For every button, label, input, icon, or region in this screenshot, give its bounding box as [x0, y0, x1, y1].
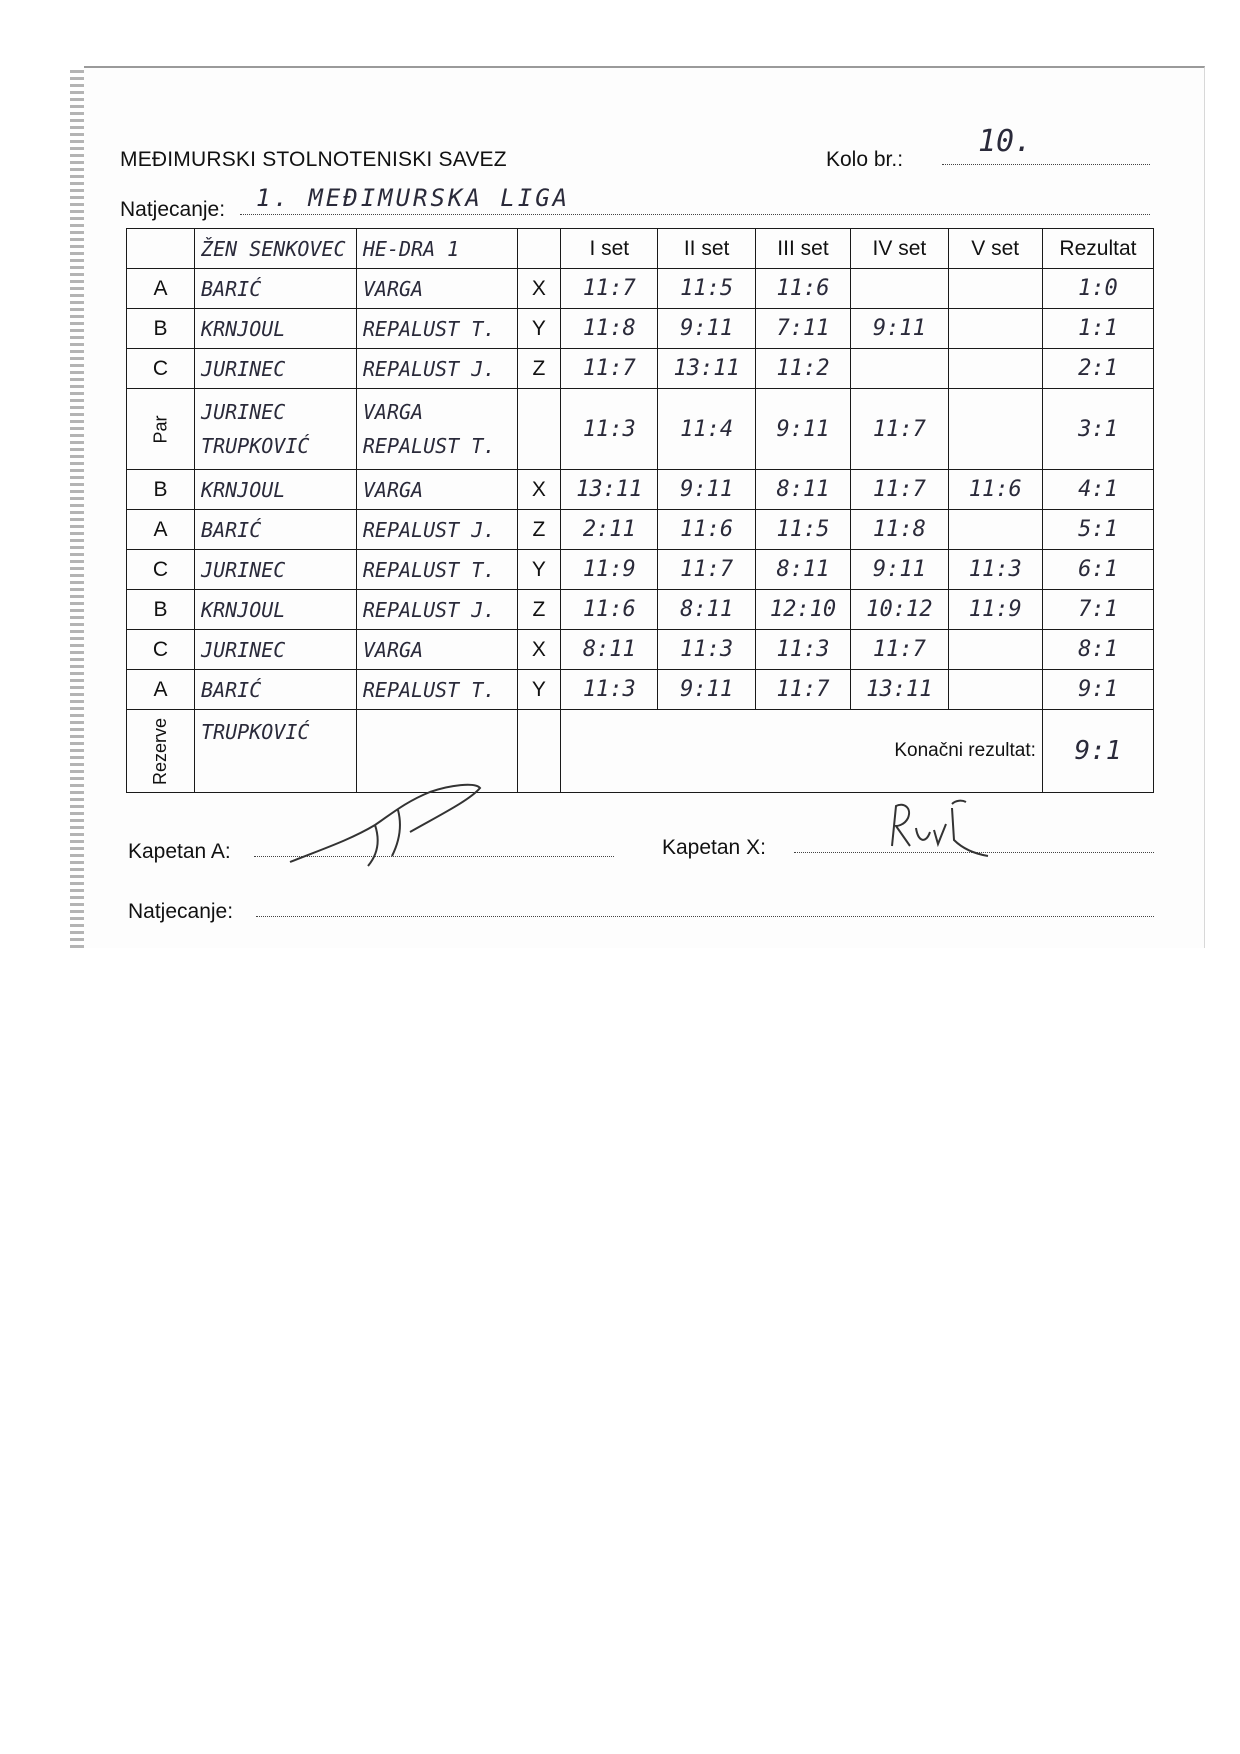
set-score: 11:7: [658, 550, 755, 590]
set-score: 12:10: [755, 590, 850, 630]
set-score: 11:3: [755, 630, 850, 670]
home-letter: A: [127, 510, 195, 550]
home-player: JURINEC: [195, 630, 357, 670]
competition-footer-line: [256, 916, 1154, 917]
competition-line: [240, 214, 1150, 215]
home-player: BARIĆ: [195, 510, 357, 550]
home-player: KRNJOUL: [195, 309, 357, 349]
set-score: 9:11: [755, 389, 850, 470]
away-letter: Y: [517, 670, 560, 710]
running-result: 3:1: [1042, 389, 1153, 470]
pair-home-player: JURINEC: [201, 400, 286, 424]
set-score: 11:4: [658, 389, 755, 470]
set-score: 11:9: [948, 590, 1042, 630]
set-score: 10:12: [851, 590, 948, 630]
competition-footer-label: Natjecanje:: [128, 900, 234, 923]
set-score: [948, 510, 1042, 550]
set-score: [948, 349, 1042, 389]
organization-title: MEĐIMURSKI STOLNOTENISKI SAVEZ: [120, 148, 507, 171]
set-score: 9:11: [851, 550, 948, 590]
table-row: [127, 309, 1154, 349]
away-letter: Y: [517, 309, 560, 349]
set-score: 7:11: [755, 309, 850, 349]
set-score: 13:11: [658, 349, 755, 389]
away-player: VARGA: [356, 470, 517, 510]
reserve-letter-cell: [517, 710, 560, 793]
table-row: [127, 630, 1154, 670]
away-letter: Z: [517, 349, 560, 389]
table-row: [127, 590, 1154, 630]
set-score: 11:3: [561, 670, 658, 710]
set-score: 9:11: [851, 309, 948, 349]
home-player: KRNJOUL: [195, 590, 357, 630]
home-letter: C: [127, 550, 195, 590]
set-score: 11:7: [851, 470, 948, 510]
pair-away-cell: [356, 389, 517, 470]
competition-value: 1. MEĐIMURSKA LIGA: [256, 184, 571, 212]
away-letter: Z: [517, 590, 560, 630]
set-score: 9:11: [658, 470, 755, 510]
table-row: [127, 550, 1154, 590]
pair-away-player: VARGA: [362, 400, 424, 424]
set-score: [948, 269, 1042, 309]
set-score: 11:7: [561, 349, 658, 389]
captain-x-signature: [880, 796, 1000, 860]
set-score: [948, 670, 1042, 710]
table-row: [127, 269, 1154, 309]
away-player: REPALUST J.: [356, 349, 517, 389]
set-score: 8:11: [658, 590, 755, 630]
set-score: 11:2: [755, 349, 850, 389]
pair-label-cell: [127, 389, 195, 470]
away-player: REPALUST T.: [356, 309, 517, 349]
set-score: 11:3: [561, 389, 658, 470]
away-player: REPALUST T.: [356, 550, 517, 590]
away-letter: Y: [517, 550, 560, 590]
competition-label: Natjecanje:: [120, 198, 226, 221]
set-score: 11:7: [755, 670, 850, 710]
set-score: [851, 349, 948, 389]
set-score: 11:7: [561, 269, 658, 309]
set-header: IV set: [851, 229, 948, 269]
result-header: Rezultat: [1042, 229, 1153, 269]
away-player: REPALUST J.: [356, 590, 517, 630]
team-home: ŽEN SENKOVEC: [195, 229, 357, 269]
home-letter: C: [127, 349, 195, 389]
captain-a-signature: [280, 770, 490, 870]
running-result: 7:1: [1042, 590, 1153, 630]
set-score: 8:11: [561, 630, 658, 670]
set-score: 11:6: [755, 269, 850, 309]
table-row: [127, 349, 1154, 389]
pair-label: Par: [150, 415, 171, 444]
letter-header-cell: [517, 229, 560, 269]
pair-home-player: TRUPKOVIĆ: [201, 434, 310, 458]
table-row: [127, 670, 1154, 710]
home-player: BARIĆ: [195, 269, 357, 309]
set-score: 11:8: [851, 510, 948, 550]
pair-home-cell: [195, 389, 357, 470]
set-score: [948, 389, 1042, 470]
away-player: REPALUST T.: [356, 670, 517, 710]
team-away: HE-DRA 1: [356, 229, 517, 269]
set-header: III set: [755, 229, 850, 269]
set-score: [851, 269, 948, 309]
set-header: II set: [658, 229, 755, 269]
home-letter: B: [127, 470, 195, 510]
home-player: BARIĆ: [195, 670, 357, 710]
doubles-row: [127, 389, 1154, 470]
set-score: 8:11: [755, 550, 850, 590]
home-player: JURINEC: [195, 349, 357, 389]
running-result: 2:1: [1042, 349, 1153, 389]
final-result-value: 9:1: [1042, 710, 1153, 793]
pair-away-player: REPALUST T.: [362, 434, 496, 458]
running-result: 8:1: [1042, 630, 1153, 670]
away-letter: Z: [517, 510, 560, 550]
reserve-home: TRUPKOVIĆ: [195, 710, 357, 793]
away-letter: X: [517, 630, 560, 670]
set-score: 9:11: [658, 309, 755, 349]
away-player: VARGA: [356, 630, 517, 670]
set-score: 11:5: [658, 269, 755, 309]
set-score: [948, 630, 1042, 670]
home-letter: B: [127, 590, 195, 630]
match-table: [126, 228, 1154, 793]
running-result: 4:1: [1042, 470, 1153, 510]
set-score: [948, 309, 1042, 349]
reserves-label-cell: [127, 710, 195, 793]
home-letter: B: [127, 309, 195, 349]
set-score: 8:11: [755, 470, 850, 510]
running-result: 5:1: [1042, 510, 1153, 550]
set-score: 13:11: [561, 470, 658, 510]
table-row: [127, 510, 1154, 550]
set-score: 11:6: [561, 590, 658, 630]
torn-edge: [70, 70, 84, 950]
set-score: 11:7: [851, 389, 948, 470]
round-label: Kolo br.:: [826, 148, 904, 171]
set-header: I set: [561, 229, 658, 269]
running-result: 1:1: [1042, 309, 1153, 349]
set-score: 11:6: [658, 510, 755, 550]
set-score: 13:11: [851, 670, 948, 710]
set-score: 11:8: [561, 309, 658, 349]
home-letter: C: [127, 630, 195, 670]
home-letter: A: [127, 269, 195, 309]
set-header: V set: [948, 229, 1042, 269]
set-score: 11:7: [851, 630, 948, 670]
away-letter: X: [517, 269, 560, 309]
set-score: 11:3: [658, 630, 755, 670]
pair-letter-cell: [517, 389, 560, 470]
set-score: 11:6: [948, 470, 1042, 510]
set-score: 2:11: [561, 510, 658, 550]
set-score: 11:5: [755, 510, 850, 550]
final-result-label: Konačni rezultat:: [561, 710, 1043, 793]
round-line: [942, 164, 1150, 165]
set-score: 11:3: [948, 550, 1042, 590]
round-value: 10.: [978, 124, 1033, 159]
set-score: 9:11: [658, 670, 755, 710]
reserves-label: Rezerve: [150, 717, 171, 786]
running-result: 9:1: [1042, 670, 1153, 710]
away-letter: X: [517, 470, 560, 510]
home-player: JURINEC: [195, 550, 357, 590]
captain-a-label: Kapetan A:: [128, 840, 231, 863]
set-score: 11:9: [561, 550, 658, 590]
header-row: [127, 229, 1154, 269]
away-player: VARGA: [356, 269, 517, 309]
home-player: KRNJOUL: [195, 470, 357, 510]
home-letter: A: [127, 670, 195, 710]
running-result: 6:1: [1042, 550, 1153, 590]
table-row: [127, 470, 1154, 510]
captain-x-label: Kapetan X:: [662, 836, 766, 859]
running-result: 1:0: [1042, 269, 1153, 309]
corner-cell: [127, 229, 195, 269]
away-player: REPALUST J.: [356, 510, 517, 550]
